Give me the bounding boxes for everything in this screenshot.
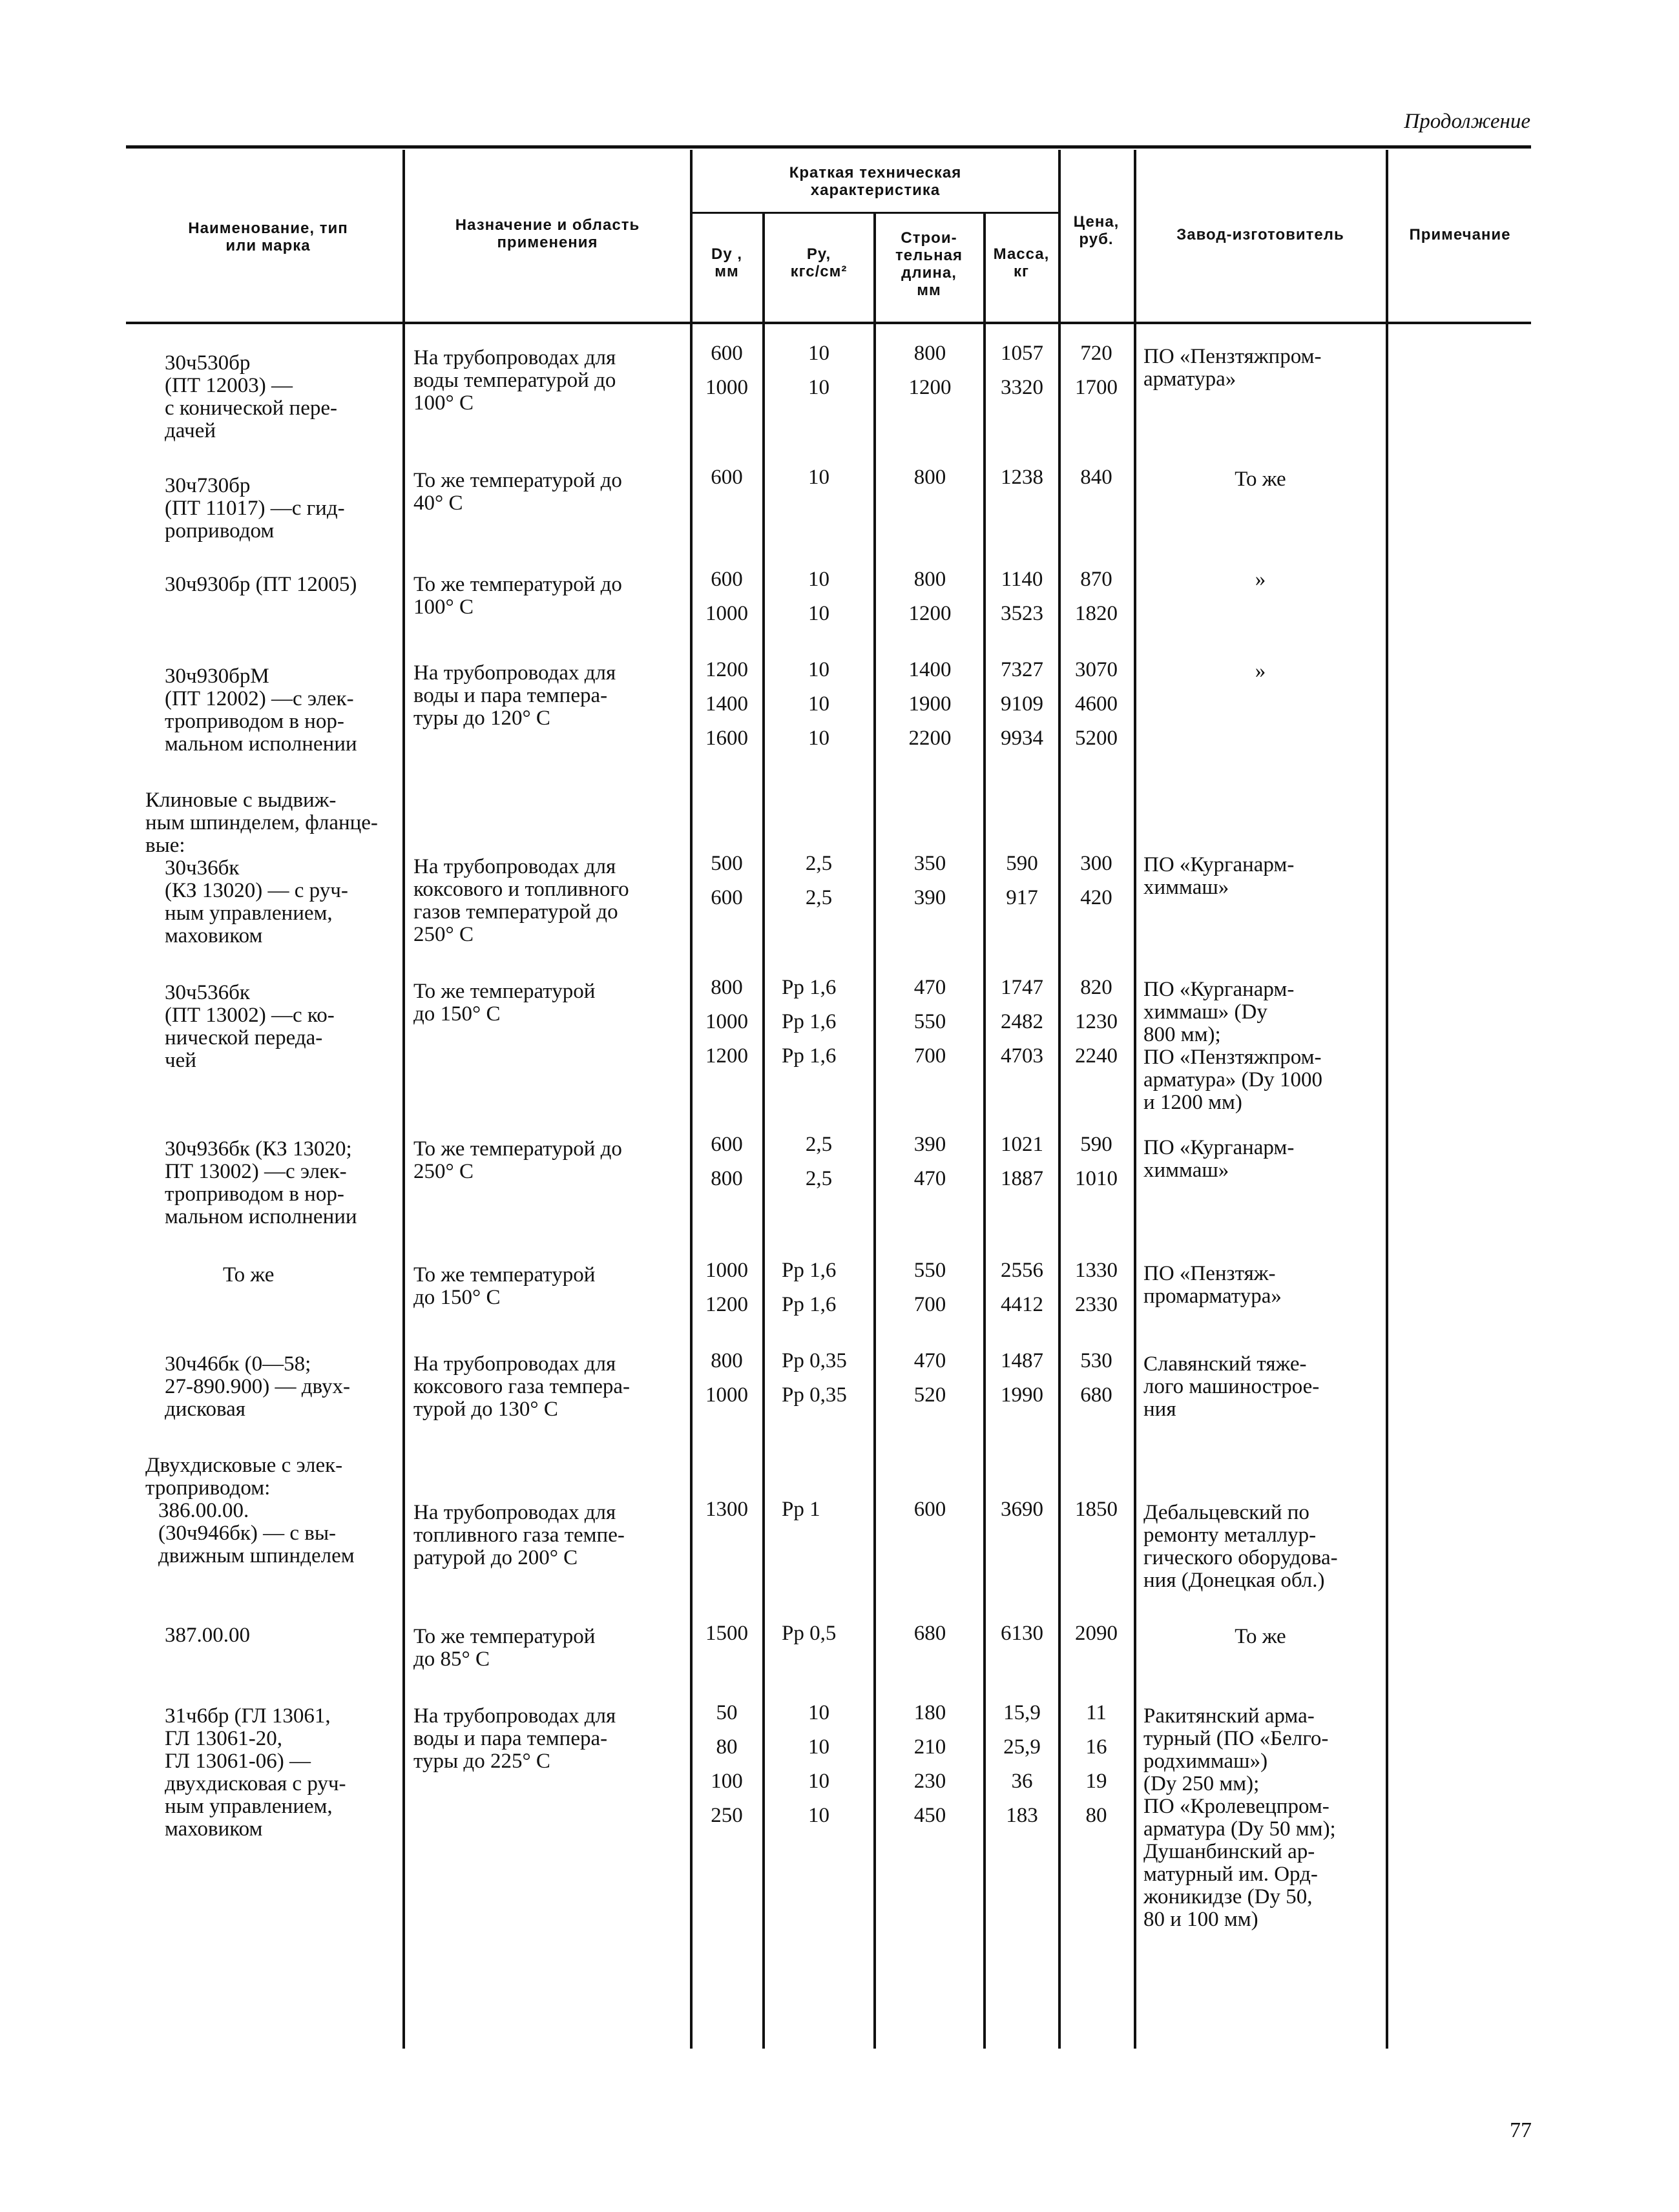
row-dy-value: 500 — [711, 852, 743, 875]
row-dy-value: 1000 — [705, 1259, 748, 1282]
row-mass-value: 4703 — [1001, 1044, 1043, 1068]
row-mass-value: 917 — [1006, 886, 1038, 909]
header-py: Pу, кгс/см² — [790, 245, 848, 280]
row-py-value: 10 — [808, 602, 829, 625]
row-purpose: То же температурой до 40° С — [413, 469, 622, 515]
row-price-value: 1820 — [1075, 602, 1118, 625]
row-mass-value: 3690 — [1001, 1498, 1043, 1521]
row-name: 31ч6бр (ГЛ 13061, ГЛ 13061-20, ГЛ 13061-06) — двухдисковая с руч- ным управлением, маховиком — [165, 1704, 346, 1841]
row-price-value: 590 — [1080, 1133, 1112, 1156]
row-purpose: На трубопроводах для топливного газа темпе- ратурой до 200° С — [413, 1501, 625, 1569]
row-purpose: На трубопроводах для воды и пара темпера- туры до 225° С — [413, 1704, 616, 1773]
row-price-value: 300 — [1080, 852, 1112, 875]
row-maker: ПО «Курганарм- химмаш» (Dу 800 мм); ПО «Пензтяжпром- арматура» (Dу 1000 и 1200 мм) — [1143, 978, 1323, 1114]
row-length-value: 550 — [913, 1010, 946, 1033]
row-name: 387.00.00 — [165, 1624, 250, 1647]
row-mass-value: 2556 — [1001, 1259, 1043, 1282]
row-dy-value: 50 — [716, 1701, 738, 1724]
row-dy-value: 600 — [711, 466, 743, 489]
row-mass-value: 1021 — [1001, 1133, 1043, 1156]
row-price-value: 680 — [1080, 1383, 1112, 1407]
row-mass-value: 4412 — [1001, 1293, 1043, 1316]
row-mass-value: 9934 — [1001, 727, 1043, 750]
row-maker: То же — [1235, 468, 1286, 491]
row-price-value: 2240 — [1075, 1044, 1118, 1068]
row-maker: То же — [1235, 1625, 1286, 1648]
row-length-value: 470 — [913, 1349, 946, 1372]
row-name: 30ч536бк (ПТ 13002) —с ко- нической переда- чей — [165, 981, 335, 1072]
row-dy-value: 800 — [711, 1349, 743, 1372]
row-mass-value: 1057 — [1001, 342, 1043, 365]
row-dy-value: 80 — [716, 1735, 738, 1759]
row-dy-value: 1200 — [705, 1044, 748, 1068]
row-maker: Ракитянский арма- турный (ПО «Белго- родхиммаш») (Dу 250 мм); ПО «Кролевецпром- арматура (Dу 50 мм); Душанбинский ар- матурный им. Орд- жоникидзе (Dу 50, 80 и 100 мм) — [1143, 1704, 1336, 1931]
row-mass-value: 3320 — [1001, 376, 1043, 399]
table-top-rule — [126, 145, 1531, 149]
row-purpose: На трубопроводах для коксового и топливного газов температурой до 250° С — [413, 855, 629, 946]
row-name: 30ч46бк (0—58; 27-890.900) — двух- дисковая — [165, 1352, 350, 1421]
row-length-value: 800 — [913, 342, 946, 365]
header-tech: Краткая техническая характеристика — [789, 164, 962, 199]
row-mass-value: 9109 — [1001, 692, 1043, 716]
col-divider-7 — [1134, 150, 1136, 2049]
row-name: 30ч930бр (ПТ 12005) — [165, 573, 357, 596]
row-py-value: 10 — [808, 376, 829, 399]
row-py-value: 10 — [808, 692, 829, 716]
col-divider-1 — [402, 150, 405, 2049]
row-name: 386.00.00. (30ч946бк) — с вы- движным шпинделем — [158, 1499, 355, 1567]
row-py-value: 10 — [808, 568, 829, 591]
row-price-value: 1010 — [1075, 1167, 1118, 1190]
header-dy: Dу , мм — [711, 245, 742, 280]
row-name: 30ч730бр (ПТ 11017) —с гид- роприводом — [165, 474, 345, 543]
row-length-value: 520 — [913, 1383, 946, 1407]
row-purpose: На трубопроводах для коксового газа темпера- турой до 130° С — [413, 1352, 631, 1421]
row-mass-value: 183 — [1006, 1804, 1038, 1827]
row-purpose: На трубопроводах для воды температурой до 100° С — [413, 346, 616, 415]
row-length-value: 350 — [913, 852, 946, 875]
row-length-value: 230 — [913, 1770, 946, 1793]
col-divider-4 — [873, 214, 876, 2049]
page-number: 77 — [1510, 2118, 1532, 2142]
row-name: 30ч930брМ (ПТ 12002) —с элек- троприводом в нор- мальном исполнении — [165, 665, 357, 756]
row-py-value: 10 — [808, 727, 829, 750]
row-py-value: 10 — [808, 1735, 829, 1759]
row-mass-value: 36 — [1011, 1770, 1033, 1793]
row-mass-value: 1887 — [1001, 1167, 1043, 1190]
row-py-value: 10 — [808, 1770, 829, 1793]
row-mass-value: 1140 — [1001, 568, 1043, 591]
row-py-value: 2,5 — [805, 1133, 833, 1156]
row-name: То же — [223, 1263, 275, 1287]
row-mass-value: 2482 — [1001, 1010, 1043, 1033]
row-length-value: 800 — [913, 466, 946, 489]
row-price-value: 1700 — [1075, 376, 1118, 399]
row-price-value: 820 — [1080, 976, 1112, 999]
row-purpose: То же температурой до 250° С — [413, 1137, 622, 1183]
header-purpose: Назначение и область применения — [455, 216, 640, 251]
row-dy-value: 1600 — [705, 727, 748, 750]
row-py-value: 10 — [808, 466, 829, 489]
row-mass-value: 1990 — [1001, 1383, 1043, 1407]
row-mass-value: 15,9 — [1003, 1701, 1041, 1724]
col-divider-3 — [762, 214, 765, 2049]
row-py-value: 10 — [808, 342, 829, 365]
row-mass-value: 1747 — [1001, 976, 1043, 999]
row-name: 30ч530бр (ПТ 12003) — с конической пере- дачей — [165, 351, 337, 442]
row-length-value: 470 — [913, 1167, 946, 1190]
row-mass-value: 6130 — [1001, 1622, 1043, 1645]
row-dy-value: 1000 — [705, 376, 748, 399]
row-maker: Славянский тяже- лого машинострое- ния — [1143, 1352, 1320, 1421]
row-dy-value: 600 — [711, 886, 743, 909]
row-price-value: 80 — [1085, 1804, 1107, 1827]
row-dy-value: 1000 — [705, 1383, 748, 1407]
row-length-value: 680 — [913, 1622, 946, 1645]
row-py-value: Pр 0,35 — [782, 1383, 847, 1407]
row-py-value: Pр 1,6 — [782, 1044, 837, 1068]
row-dy-value: 100 — [711, 1770, 743, 1793]
row-dy-value: 1000 — [705, 602, 748, 625]
row-price-value: 11 — [1086, 1701, 1107, 1724]
row-dy-value: 1400 — [705, 692, 748, 716]
row-length-value: 1900 — [908, 692, 952, 716]
header-mass: Масса, кг — [993, 245, 1050, 280]
row-length-value: 800 — [913, 568, 946, 591]
col-divider-2 — [690, 150, 693, 2049]
row-purpose: То же температурой до 150° С — [413, 980, 596, 1026]
header-note: Примечание — [1409, 226, 1511, 243]
row-maker: » — [1255, 659, 1266, 683]
row-dy-value: 600 — [711, 568, 743, 591]
header-name: Наименование, тип или марка — [188, 220, 348, 254]
row-purpose: То же температурой до 85° С — [413, 1625, 596, 1671]
row-length-value: 1200 — [908, 602, 952, 625]
row-mass-value: 590 — [1006, 852, 1038, 875]
group-heading: Клиновые с выдвиж- ным шпинделем, фланце- вые: — [145, 789, 378, 857]
row-length-value: 700 — [913, 1293, 946, 1316]
row-price-value: 840 — [1080, 466, 1112, 489]
row-price-value: 1230 — [1075, 1010, 1118, 1033]
row-py-value: Pр 0,35 — [782, 1349, 847, 1372]
row-length-value: 390 — [913, 886, 946, 909]
row-dy-value: 800 — [711, 1167, 743, 1190]
row-dy-value: 1300 — [705, 1498, 748, 1521]
row-purpose: То же температурой до 150° С — [413, 1263, 596, 1309]
row-purpose: То же температурой до 100° С — [413, 573, 622, 619]
continuation-label: Продолжение — [1404, 110, 1530, 133]
row-py-value: 10 — [808, 658, 829, 681]
row-length-value: 700 — [913, 1044, 946, 1068]
row-dy-value: 1200 — [705, 658, 748, 681]
row-price-value: 1330 — [1075, 1259, 1118, 1282]
row-price-value: 5200 — [1075, 727, 1118, 750]
row-maker: ПО «Курганарм- химмаш» — [1143, 853, 1295, 899]
row-purpose: На трубопроводах для воды и пара темпера- туры до 120° С — [413, 661, 616, 730]
row-maker: ПО «Пензтяжпром- арматура» — [1143, 345, 1322, 391]
row-price-value: 420 — [1080, 886, 1112, 909]
row-py-value: Pр 1,6 — [782, 1259, 837, 1282]
row-length-value: 450 — [913, 1804, 946, 1827]
row-price-value: 870 — [1080, 568, 1112, 591]
row-dy-value: 600 — [711, 1133, 743, 1156]
row-dy-value: 1500 — [705, 1622, 748, 1645]
row-name: 30ч36бк (КЗ 13020) — с руч- ным управлением, маховиком — [165, 856, 348, 947]
col-divider-5 — [983, 214, 986, 2049]
row-mass-value: 7327 — [1001, 658, 1043, 681]
row-dy-value: 1200 — [705, 1293, 748, 1316]
row-price-value: 2090 — [1075, 1622, 1118, 1645]
row-py-value: Pр 1,6 — [782, 1293, 837, 1316]
row-length-value: 600 — [913, 1498, 946, 1521]
row-mass-value: 1487 — [1001, 1349, 1043, 1372]
row-dy-value: 1000 — [705, 1010, 748, 1033]
row-maker: » — [1255, 568, 1266, 591]
row-mass-value: 1238 — [1001, 466, 1043, 489]
row-mass-value: 3523 — [1001, 602, 1043, 625]
header-price: Цена, руб. — [1073, 213, 1120, 248]
row-price-value: 19 — [1085, 1770, 1107, 1793]
row-name: 30ч936бк (КЗ 13020; ПТ 13002) —с элек- троприводом в нор- мальном исполнении — [165, 1137, 357, 1228]
row-maker: Дебальцевский по ремонту металлур- гического оборудова- ния (Донецкая обл.) — [1143, 1501, 1338, 1592]
row-dy-value: 250 — [711, 1804, 743, 1827]
row-price-value: 16 — [1085, 1735, 1107, 1759]
group-heading: Двухдисковые с элек- троприводом: — [145, 1454, 343, 1500]
row-price-value: 1850 — [1075, 1498, 1118, 1521]
row-length-value: 2200 — [908, 727, 952, 750]
row-length-value: 1200 — [908, 376, 952, 399]
row-price-value: 2330 — [1075, 1293, 1118, 1316]
row-py-value: Pр 1 — [782, 1498, 820, 1521]
row-price-value: 3070 — [1075, 658, 1118, 681]
row-length-value: 1400 — [908, 658, 952, 681]
row-py-value: Pр 1,6 — [782, 1010, 837, 1033]
row-price-value: 720 — [1080, 342, 1112, 365]
row-maker: ПО «Пензтяж- промарматура» — [1143, 1262, 1282, 1308]
row-mass-value: 25,9 — [1003, 1735, 1041, 1759]
row-py-value: 2,5 — [805, 852, 833, 875]
row-length-value: 180 — [913, 1701, 946, 1724]
row-dy-value: 800 — [711, 976, 743, 999]
col-divider-8 — [1386, 150, 1388, 2049]
row-py-value: 2,5 — [805, 1167, 833, 1190]
col-divider-6 — [1058, 150, 1061, 2049]
row-length-value: 550 — [913, 1259, 946, 1282]
row-length-value: 470 — [913, 976, 946, 999]
header-length: Строи- тельная длина, мм — [895, 229, 963, 299]
header-maker: Завод-изготовитель — [1176, 226, 1344, 243]
row-price-value: 4600 — [1075, 692, 1118, 716]
row-length-value: 210 — [913, 1735, 946, 1759]
row-maker: ПО «Курганарм- химмаш» — [1143, 1136, 1295, 1182]
row-dy-value: 600 — [711, 342, 743, 365]
row-py-value: 2,5 — [805, 886, 833, 909]
row-price-value: 530 — [1080, 1349, 1112, 1372]
row-py-value: 10 — [808, 1804, 829, 1827]
row-py-value: 10 — [808, 1701, 829, 1724]
row-py-value: Pр 0,5 — [782, 1622, 837, 1645]
row-py-value: Pр 1,6 — [782, 976, 837, 999]
header-bottom-rule — [126, 322, 1531, 324]
row-length-value: 390 — [913, 1133, 946, 1156]
